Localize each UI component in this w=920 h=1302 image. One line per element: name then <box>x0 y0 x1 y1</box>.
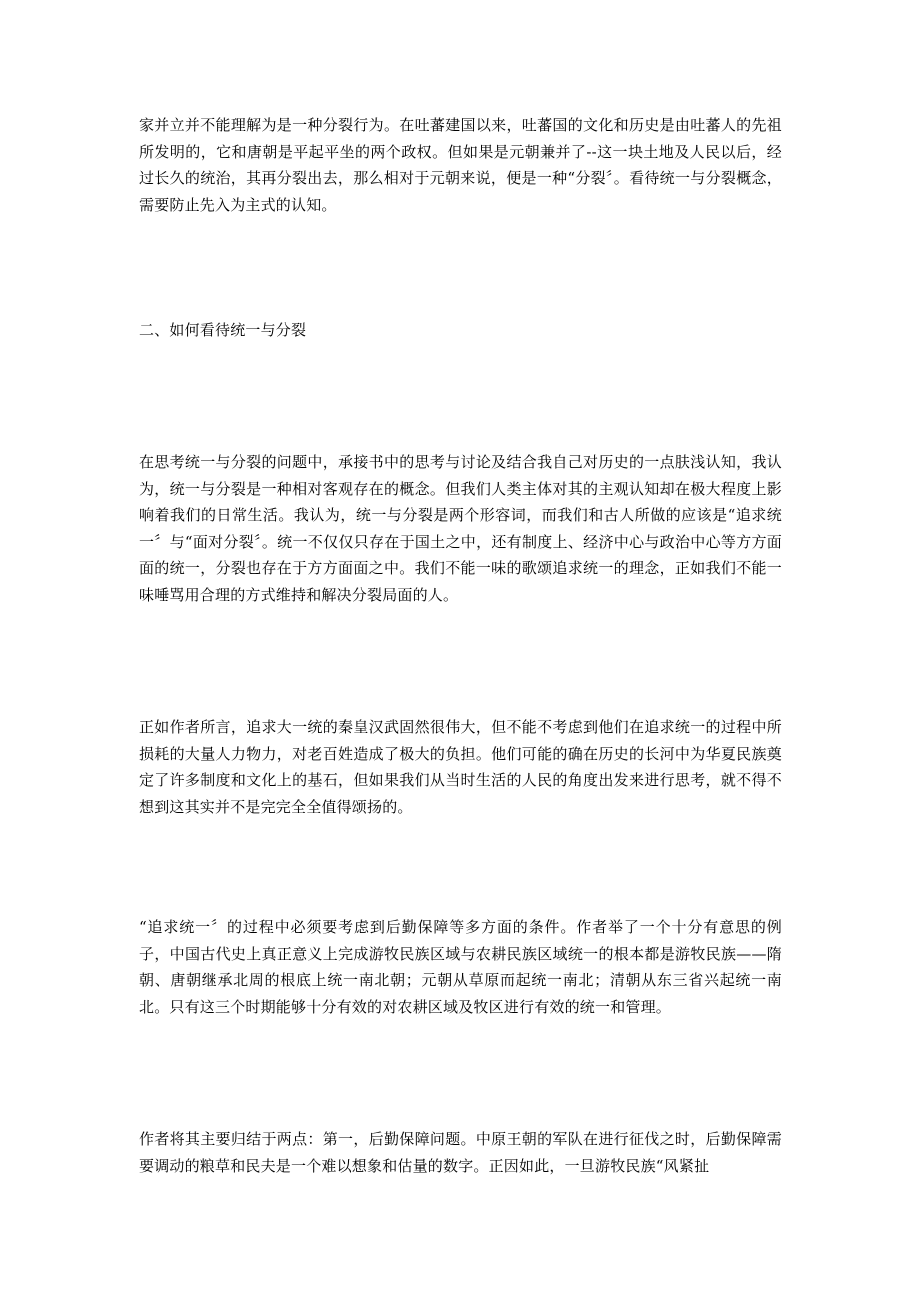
section-heading: 二、如何看待统一与分裂 <box>139 321 307 339</box>
paragraph-two-points: 作者将其主要归结于两点：第一，后勤保障问题。中原王朝的军队在进行征伐之时，后勤保障需要调动的粮草和民夫是一个难以想象和估量的数字。正因如此，一旦游牧民族“风紧扯 <box>139 1130 782 1175</box>
paragraph-tibet-unity: 家并立并不能理解为是一种分裂行为。在吐蕃建国以来，吐蕃国的文化和历史是由吐蕃人的先祖所发明的，它和唐朝是平起平坐的两个政权。但如果是元朝兼并了--这一块土地及人民以后，经过长久的统治，其再分裂出去，那么相对于元朝来说，便是一种“分裂〞。看待统一与分裂概念，需要防止先入为主式的认知。 <box>139 116 782 214</box>
paragraph-logistics-example: “追求统一〞的过程中必须要考虑到后勤保障等多方面的条件。作者举了一个十分有意思的例子，中国古代史上真正意义上完成游牧民族区域与农耕民族区域统一的根本都是游牧民族——隋朝、唐朝继承北周的根底上统一南北朝；元朝从草原而起统一南北；清朝从东三省兴起统一南北。只有这三个时期能够十分有效的对农耕区域及牧区进行有效的统一和管理。 <box>139 918 782 1016</box>
paragraph-unity-concept: 在思考统一与分裂的问题中，承接书中的思考与讨论及结合我自己对历史的一点肤浅认知，我认为，统一与分裂是一种相对客观存在的概念。但我们人类主体对其的主观认知却在极大程度上影响着我们的日常生活。我认为，统一与分裂是两个形容词，而我们和古人所做的应该是“追求统一〞与“面对分裂〞。统一不仅仅只存在于国土之中，还有制度上、经济中心与政治中心等方方面面的统一，分裂也存在于方方面面之中。我们不能一味的歌颂追求统一的理念，正如我们不能一味唾骂用合理的方式维持和解决分裂局面的人。 <box>139 453 782 604</box>
paragraph-qin-han: 正如作者所言，追求大一统的秦皇汉武固然很伟大，但不能不考虑到他们在追求统一的过程中所损耗的大量人力物力，对老百姓造成了极大的负担。他们可能的确在历史的长河中为华夏民族奠定了许多制度和文化上的基石，但如果我们从当时生活的人民的角度出发来进行思考，就不得不想到这其实并不是完完全全值得颂扬的。 <box>139 718 782 816</box>
